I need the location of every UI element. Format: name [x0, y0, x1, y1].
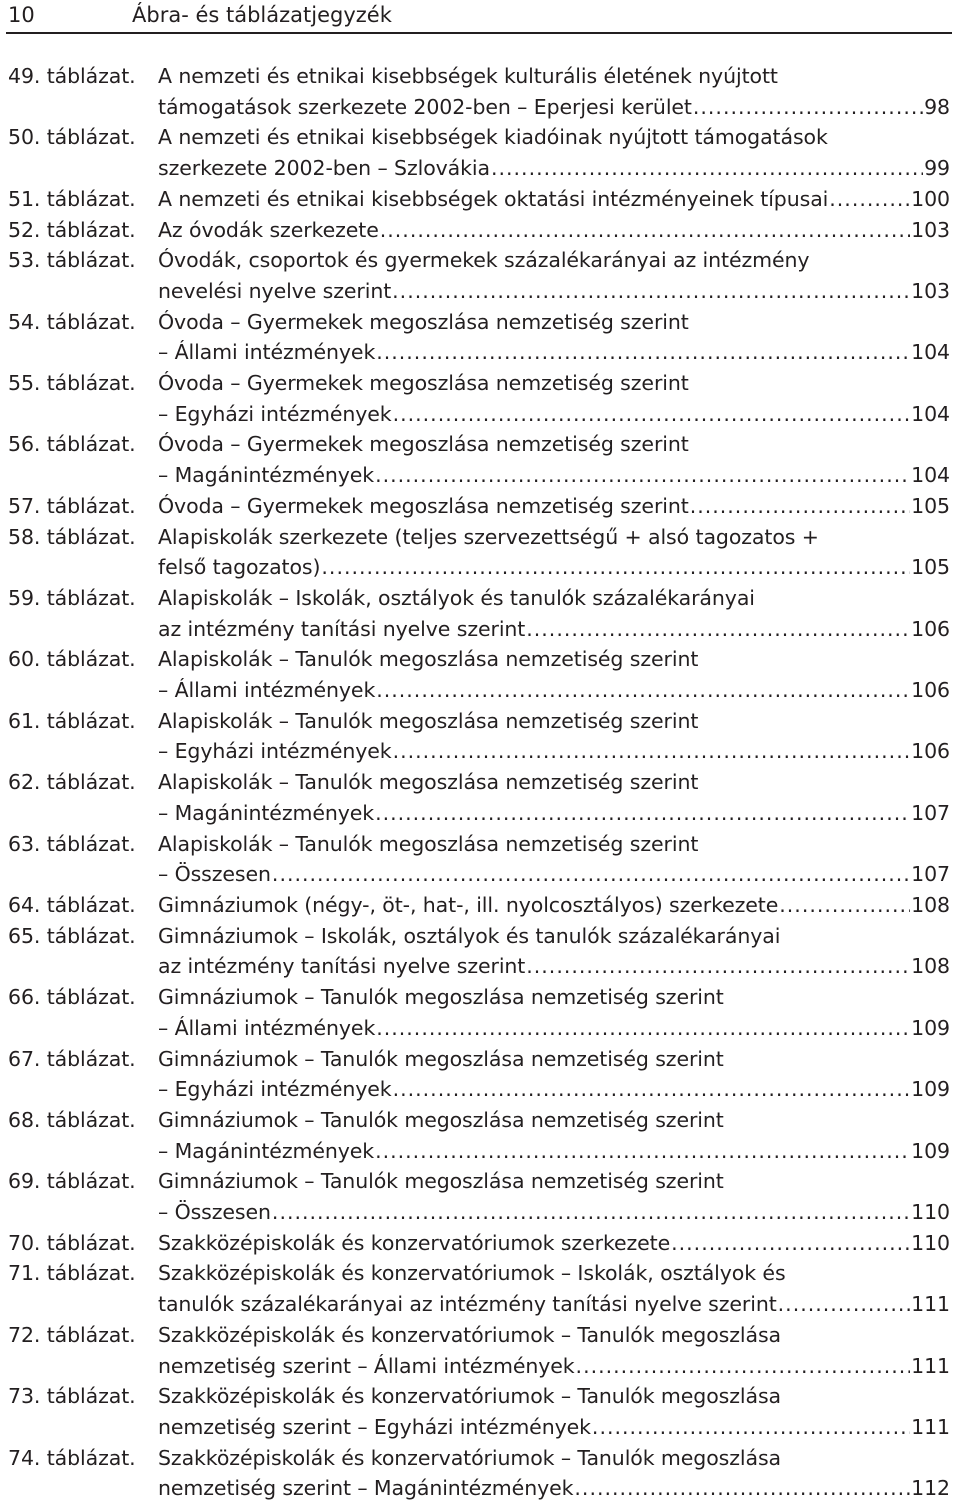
entry-page-number: 110	[911, 1200, 950, 1225]
toc-entry[interactable]	[8, 706, 950, 767]
toc-entry[interactable]	[8, 583, 950, 644]
entry-title-text: nemzetiség szerint – Egyházi intézmények	[158, 1414, 591, 1439]
entry-label: 68. táblázat.	[8, 1107, 136, 1132]
entry-page-number: 104	[911, 401, 950, 426]
entry-page-number: 99	[924, 156, 950, 181]
entry-page-number: 105	[911, 555, 950, 580]
entry-label: 51. táblázat.	[8, 186, 136, 211]
entry-label: 56. táblázat.	[8, 432, 136, 457]
page-title: Ábra- és táblázatjegyzék	[132, 3, 392, 27]
dot-leader	[375, 460, 910, 491]
table-list	[8, 61, 950, 1504]
toc-entry[interactable]	[8, 491, 950, 522]
entry-page-number: 104	[911, 463, 950, 488]
entry-title-text: – Magánintézmények	[158, 800, 375, 825]
entry-page-number: 106	[911, 739, 950, 764]
entry-title-line1: Alapiskolák – Tanulók megoszlása nemzetiség szerint	[158, 770, 699, 795]
entry-title-last-line	[158, 1228, 950, 1259]
entry-title-text: – Állami intézmények	[158, 1015, 376, 1040]
entry-title-text: – Magánintézmények	[158, 1138, 375, 1163]
entry-title-line1: Óvoda – Gyermekek megoszlása nemzetiség szerint	[158, 432, 689, 457]
entry-title-line1: Alapiskolák – Iskolák, osztályok és tanulók százalékarányai	[158, 585, 755, 610]
entry-title-text: az intézmény tanítási nyelve szerint	[158, 954, 526, 979]
entry-title-last-line	[158, 798, 950, 829]
entry-label: 52. táblázat.	[8, 217, 136, 242]
toc-entry[interactable]	[8, 829, 950, 890]
entry-label: 72. táblázat.	[8, 1322, 136, 1347]
dot-leader	[576, 1351, 911, 1382]
entry-title-text: Az óvodák szerkezete	[158, 217, 379, 242]
entry-label: 70. táblázat.	[8, 1230, 136, 1255]
dot-leader	[393, 1074, 911, 1105]
entry-title-last-line	[158, 1289, 950, 1320]
entry-label: 59. táblázat.	[8, 585, 136, 610]
toc-entry[interactable]	[8, 1381, 950, 1442]
toc-entry[interactable]	[8, 1044, 950, 1105]
entry-title-line1: Gimnáziumok – Tanulók megoszlása nemzetiség szerint	[158, 1046, 724, 1071]
entry-label: 63. táblázat.	[8, 831, 136, 856]
entry-title-line1: Alapiskolák – Tanulók megoszlása nemzetiség szerint	[158, 831, 699, 856]
entry-title-last-line	[158, 215, 950, 246]
dot-leader	[671, 1228, 910, 1259]
entry-page-number: 107	[911, 862, 950, 887]
dot-leader	[375, 798, 910, 829]
dot-leader	[376, 1013, 910, 1044]
toc-entry[interactable]	[8, 307, 950, 368]
entry-title-line1: Szakközépiskolák és konzervatóriumok – Tanulók megoszlása	[158, 1322, 782, 1347]
entry-title-last-line	[158, 1473, 950, 1504]
entry-page-number: 111	[911, 1353, 950, 1378]
dot-leader	[376, 675, 910, 706]
entry-title-line1: Szakközépiskolák és konzervatóriumok – Tanulók megoszlása	[158, 1445, 782, 1470]
entry-title-last-line	[158, 614, 950, 645]
entry-label: 66. táblázat.	[8, 985, 136, 1010]
entry-title-text: – Állami intézmények	[158, 340, 376, 365]
entry-title-last-line	[158, 859, 950, 890]
entry-label: 73. táblázat.	[8, 1384, 136, 1409]
entry-title-text: – Magánintézmények	[158, 463, 375, 488]
entry-page-number: 109	[911, 1077, 950, 1102]
dot-leader	[321, 552, 910, 583]
entry-title-line1: Szakközépiskolák és konzervatóriumok – Iskolák, osztályok és	[158, 1261, 786, 1286]
dot-leader	[829, 184, 910, 215]
entry-title-text: az intézmény tanítási nyelve szerint	[158, 616, 526, 641]
toc-entry[interactable]	[8, 61, 950, 122]
entry-title-last-line	[158, 153, 950, 184]
entry-title-text: – Összesen	[158, 862, 271, 887]
dot-leader	[393, 399, 911, 430]
entry-page-number: 107	[911, 800, 950, 825]
entry-title-text: Óvoda – Gyermekek megoszlása nemzetiség szerint	[158, 493, 689, 518]
entry-page-number: 111	[911, 1292, 950, 1317]
dot-leader	[272, 1197, 910, 1228]
entry-title-line1: Alapiskolák – Tanulók megoszlása nemzetiség szerint	[158, 647, 699, 672]
entry-title-text: A nemzeti és etnikai kisebbségek oktatási intézményeinek típusai	[158, 186, 829, 211]
entry-label: 58. táblázat.	[8, 524, 136, 549]
entry-title-line1: Óvoda – Gyermekek megoszlása nemzetiség szerint	[158, 309, 689, 334]
entry-title-line1: Gimnáziumok – Tanulók megoszlása nemzetiség szerint	[158, 1169, 724, 1194]
entry-title-last-line	[158, 276, 950, 307]
entry-title-last-line	[158, 951, 950, 982]
dot-leader	[272, 859, 910, 890]
entry-page-number: 103	[911, 278, 950, 303]
entry-page-number: 109	[911, 1138, 950, 1163]
entry-title-text: támogatások szerkezete 2002-ben – Eperjesi kerület	[158, 94, 692, 119]
toc-entry[interactable]	[8, 890, 950, 921]
entry-title-line1: Alapiskolák szerkezete (teljes szervezettségű + alsó tagozatos +	[158, 524, 819, 549]
entry-page-number: 98	[924, 94, 950, 119]
entry-title-last-line	[158, 491, 950, 522]
entry-title-last-line	[158, 184, 950, 215]
toc-entry[interactable]	[8, 767, 950, 828]
dot-leader	[380, 215, 910, 246]
entry-title-text: – Állami intézmények	[158, 678, 376, 703]
entry-title-text: Szakközépiskolák és konzervatóriumok szerkezete	[158, 1230, 671, 1255]
entry-title-text: Gimnáziumok (négy-, öt-, hat-, ill. nyolcosztályos) szerkezete	[158, 892, 779, 917]
entry-label: 61. táblázat.	[8, 708, 136, 733]
entry-page-number: 100	[911, 186, 950, 211]
entry-label: 62. táblázat.	[8, 770, 136, 795]
entry-label: 49. táblázat.	[8, 64, 136, 88]
toc-entry[interactable]	[8, 245, 950, 306]
toc-entry[interactable]	[8, 644, 950, 705]
entry-label: 57. táblázat.	[8, 493, 136, 518]
entry-label: 74. táblázat.	[8, 1445, 136, 1470]
entry-page-number: 108	[911, 892, 950, 917]
entry-title-line1: Szakközépiskolák és konzervatóriumok – Tanulók megoszlása	[158, 1384, 782, 1409]
entry-page-number: 106	[911, 616, 950, 641]
entry-title-text: szerkezete 2002-ben – Szlovákia	[158, 156, 490, 181]
entry-title-last-line	[158, 890, 950, 921]
toc-entry[interactable]	[8, 368, 950, 429]
dot-leader	[592, 1412, 910, 1443]
toc-entry[interactable]	[8, 982, 950, 1043]
entry-title-text: tanulók százalékarányai az intézmény tanítási nyelve szerint	[158, 1292, 777, 1317]
dot-leader	[375, 1136, 910, 1167]
entry-title-last-line	[158, 736, 950, 767]
entry-title-text: – Egyházi intézmények	[158, 401, 392, 426]
dot-leader	[491, 153, 923, 184]
entry-label: 71. táblázat.	[8, 1261, 136, 1286]
entry-page-number: 109	[911, 1015, 950, 1040]
entry-page-number: 105	[911, 493, 950, 518]
toc-entry[interactable]	[8, 1166, 950, 1227]
entry-label: 54. táblázat.	[8, 309, 136, 334]
dot-leader	[693, 92, 923, 123]
entry-title-line1: Gimnáziumok – Iskolák, osztályok és tanulók százalékarányai	[158, 923, 781, 948]
entry-label: 50. táblázat.	[8, 125, 136, 150]
entry-page-number: 106	[911, 678, 950, 703]
entry-title-line1: A nemzeti és etnikai kisebbségek kulturális életének nyújtott	[158, 64, 778, 88]
entry-title-last-line	[158, 1013, 950, 1044]
toc-entry[interactable]	[8, 1228, 950, 1259]
entry-title-last-line	[158, 460, 950, 491]
entry-title-last-line	[158, 1351, 950, 1382]
entry-label: 55. táblázat.	[8, 371, 136, 396]
toc-entry[interactable]	[8, 522, 950, 583]
entry-label: 53. táblázat.	[8, 248, 136, 273]
toc-entry[interactable]	[8, 1320, 950, 1381]
toc-entry[interactable]	[8, 1105, 950, 1166]
entry-page-number: 108	[911, 954, 950, 979]
dot-leader	[690, 491, 910, 522]
entry-title-text: – Egyházi intézmények	[158, 739, 392, 764]
dot-leader	[392, 276, 910, 307]
entry-title-text: – Egyházi intézmények	[158, 1077, 392, 1102]
dot-leader	[393, 736, 911, 767]
entry-title-line1: A nemzeti és etnikai kisebbségek kiadóinak nyújtott támogatások	[158, 125, 828, 150]
toc-entry[interactable]	[8, 122, 950, 183]
entry-title-text: – Összesen	[158, 1200, 271, 1225]
entry-label: 64. táblázat.	[8, 892, 136, 917]
entry-title-last-line	[158, 92, 950, 123]
entry-title-line1: Gimnáziumok – Tanulók megoszlása nemzetiség szerint	[158, 985, 724, 1010]
entry-label: 60. táblázat.	[8, 647, 136, 672]
toc-entry[interactable]	[8, 921, 950, 982]
entry-title-last-line	[158, 675, 950, 706]
toc-entry[interactable]	[8, 215, 950, 246]
dot-leader	[376, 337, 910, 368]
entry-label: 65. táblázat.	[8, 923, 136, 948]
entry-title-line1: Óvodák, csoportok és gyermekek százalékarányai az intézmény	[158, 248, 810, 273]
entry-title-last-line	[158, 337, 950, 368]
entry-title-text: nemzetiség szerint – Magánintézmények	[158, 1476, 574, 1501]
entry-page-number: 103	[911, 217, 950, 242]
entry-title-line1: Gimnáziumok – Tanulók megoszlása nemzetiség szerint	[158, 1107, 724, 1132]
dot-leader	[779, 890, 910, 921]
page-header	[6, 0, 952, 34]
entry-title-text: nevelési nyelve szerint	[158, 278, 392, 303]
entry-title-last-line	[158, 399, 950, 430]
entry-label: 69. táblázat.	[8, 1169, 136, 1194]
toc-entry[interactable]	[8, 1258, 950, 1319]
entry-page-number: 111	[911, 1414, 950, 1439]
dot-leader	[526, 614, 910, 645]
entry-title-line1: Alapiskolák – Tanulók megoszlása nemzetiség szerint	[158, 708, 699, 733]
entry-label: 67. táblázat.	[8, 1046, 136, 1071]
entry-page-number: 112	[911, 1476, 950, 1501]
entry-title-text: nemzetiség szerint – Állami intézmények	[158, 1353, 575, 1378]
entry-title-last-line	[158, 1197, 950, 1228]
dot-leader	[574, 1473, 910, 1504]
entry-title-last-line	[158, 1412, 950, 1443]
entry-title-last-line	[158, 1074, 950, 1105]
page-number: 10	[8, 3, 35, 27]
entry-title-line1: Óvoda – Gyermekek megoszlása nemzetiség szerint	[158, 371, 689, 396]
entry-page-number: 104	[911, 340, 950, 365]
dot-leader	[778, 1289, 911, 1320]
entry-title-text: felső tagozatos)	[158, 555, 321, 580]
entry-title-last-line	[158, 552, 950, 583]
entry-title-last-line	[158, 1136, 950, 1167]
toc-entry[interactable]	[8, 184, 950, 215]
dot-leader	[526, 951, 910, 982]
toc-entry[interactable]	[8, 429, 950, 490]
toc-entry[interactable]	[8, 1443, 950, 1504]
entry-page-number: 110	[911, 1230, 950, 1255]
